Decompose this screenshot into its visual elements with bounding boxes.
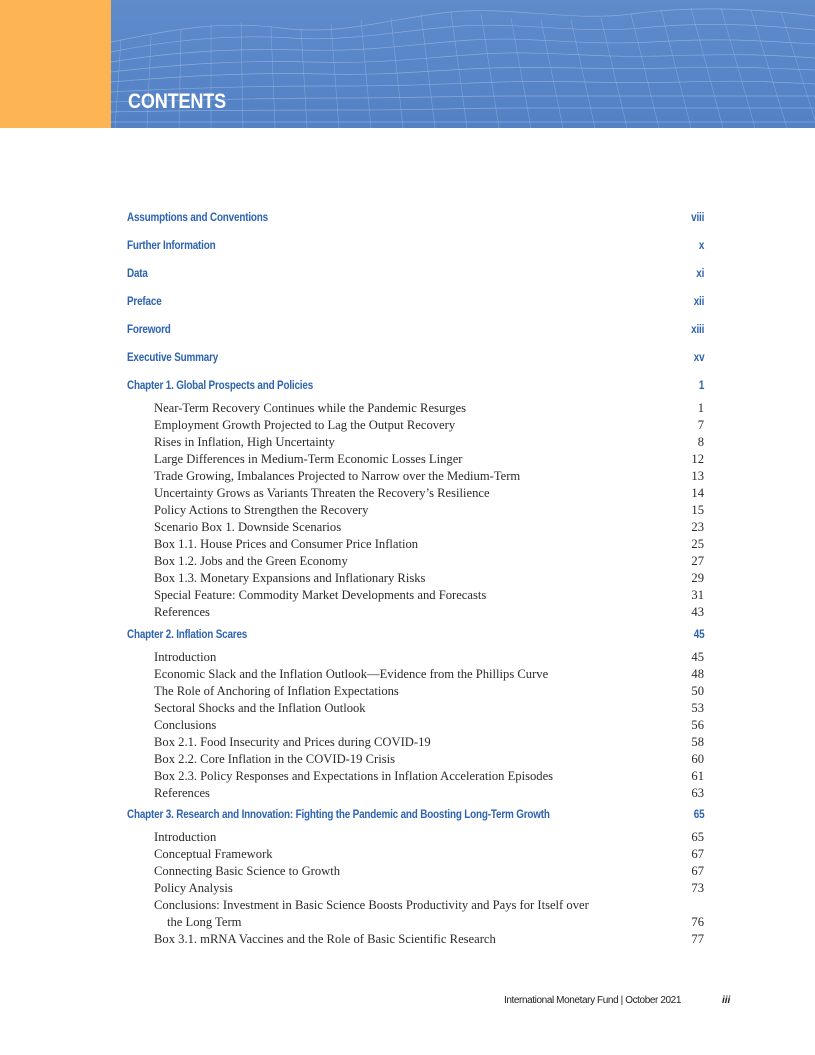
- toc-entry-page: xi: [696, 268, 704, 280]
- toc-item[interactable]: [127, 932, 704, 949]
- toc-item[interactable]: [127, 537, 704, 554]
- toc-item-page: 7: [697, 418, 704, 432]
- toc-chapter-title: Chapter 1. Global Prospects and Policies: [127, 380, 314, 392]
- page-header: [0, 0, 815, 128]
- toc-item-title: Near-Term Recovery Continues while the Pandemic Resurges: [154, 401, 466, 415]
- footer-publisher: International Monetary Fund | October 2021: [503, 995, 681, 1006]
- toc-item-title: Box 2.3. Policy Responses and Expectations in Inflation Acceleration Episodes: [154, 769, 554, 783]
- toc-item-title: Conceptual Framework: [154, 847, 273, 861]
- page-title: CONTENTS: [128, 90, 226, 113]
- toc-entry-further-information[interactable]: [127, 240, 704, 257]
- toc-item-title: References: [154, 605, 210, 619]
- toc-item-title: Box 1.1. House Prices and Consumer Price Inflation: [154, 537, 419, 551]
- toc-item-title: Employment Growth Projected to Lag the Output Recovery: [154, 418, 456, 432]
- toc-item[interactable]: [127, 735, 704, 752]
- toc-item[interactable]: [127, 554, 704, 571]
- toc-item[interactable]: [127, 881, 704, 898]
- toc-chapter-page: 45: [693, 629, 704, 641]
- toc-item[interactable]: [127, 769, 704, 786]
- toc-item-title: Large Differences in Medium-Term Economic Losses Linger: [154, 452, 463, 466]
- toc-item[interactable]: [127, 718, 704, 735]
- toc-item-title: Trade Growing, Imbalances Projected to Narrow over the Medium-Term: [154, 469, 521, 483]
- toc-entry-title: Preface: [127, 296, 162, 308]
- toc-item-page: 61: [691, 769, 704, 783]
- toc-item-page: 45: [691, 650, 704, 664]
- toc-item[interactable]: [127, 571, 704, 588]
- toc-item-page: 14: [691, 486, 704, 500]
- toc-chapter-page: 65: [693, 809, 704, 821]
- toc-item-title: References: [154, 786, 210, 800]
- toc-item-page: 13: [691, 469, 704, 483]
- toc-item-title: Box 3.1. mRNA Vaccines and the Role of Basic Scientific Research: [154, 932, 496, 946]
- toc-item-title: Connecting Basic Science to Growth: [154, 864, 341, 878]
- toc-item-page: 63: [691, 786, 704, 800]
- toc-chapter-page: 1: [698, 380, 704, 392]
- toc-item-title: Sectoral Shocks and the Inflation Outlook: [154, 701, 366, 715]
- toc-chapter-1[interactable]: [127, 380, 704, 397]
- toc-item-page: 8: [697, 435, 704, 449]
- toc-item-continued[interactable]: [127, 915, 704, 932]
- toc-entry-title: Foreword: [127, 324, 171, 336]
- toc-item-page: 67: [691, 847, 704, 861]
- toc-item-page: 23: [691, 520, 704, 534]
- toc-entry-page: viii: [690, 212, 704, 224]
- toc-item-title: Policy Analysis: [154, 881, 233, 895]
- toc-item-title: Box 1.3. Monetary Expansions and Inflationary Risks: [154, 571, 426, 585]
- toc-item-title: Box 2.1. Food Insecurity and Prices during COVID-19: [154, 735, 431, 749]
- toc-item-page: 43: [691, 605, 704, 619]
- toc-item-page: 31: [691, 588, 704, 602]
- toc-item-page: 58: [691, 735, 704, 749]
- toc-chapter-title: Chapter 2. Inflation Scares: [127, 629, 248, 641]
- toc-chapter-3[interactable]: [127, 809, 704, 826]
- toc-item[interactable]: [127, 847, 704, 864]
- toc-item-page: 29: [691, 571, 704, 585]
- toc-item[interactable]: [127, 401, 704, 418]
- toc-item-title: Introduction: [154, 830, 217, 844]
- toc-item[interactable]: [127, 830, 704, 847]
- toc-item[interactable]: [127, 588, 704, 605]
- toc-item-title: The Role of Anchoring of Inflation Expectations: [154, 684, 399, 698]
- toc-item[interactable]: [127, 650, 704, 667]
- toc-entry-title: Further Information: [127, 240, 216, 252]
- toc-item-page: 53: [691, 701, 704, 715]
- toc-item[interactable]: [127, 469, 704, 486]
- toc-item-page: 15: [691, 503, 704, 517]
- toc-item[interactable]: [127, 898, 704, 915]
- toc-item[interactable]: [127, 418, 704, 435]
- toc-item[interactable]: [127, 605, 704, 622]
- footer-page-number: iii: [722, 995, 731, 1006]
- toc-item-title: Uncertainty Grows as Variants Threaten the Recovery’s Resilience: [154, 486, 490, 500]
- toc-item-page: 65: [691, 830, 704, 844]
- toc-item-title: Special Feature: Commodity Market Developments and Forecasts: [154, 588, 487, 602]
- toc-entry-title: Data: [127, 268, 148, 280]
- toc-item[interactable]: [127, 486, 704, 503]
- toc-item-title: Economic Slack and the Inflation Outlook—Evidence from the Phillips Curve: [154, 667, 549, 681]
- toc-item-page: 56: [691, 718, 704, 732]
- toc-item-title: Policy Actions to Strengthen the Recovery: [154, 503, 369, 517]
- accent-block: [0, 0, 111, 128]
- toc-entry-page: xii: [693, 296, 704, 308]
- toc-entry-title: Assumptions and Conventions: [127, 212, 268, 224]
- toc-entry-foreword[interactable]: [127, 324, 704, 341]
- toc-item-title: Box 1.2. Jobs and the Green Economy: [154, 554, 348, 568]
- toc-item-title: the Long Term: [167, 915, 242, 929]
- toc-item-page: 77: [691, 932, 704, 946]
- toc-item-title: Rises in Inflation, High Uncertainty: [154, 435, 335, 449]
- toc-item-page: 67: [691, 864, 704, 878]
- toc-entry-preface[interactable]: [127, 296, 704, 313]
- toc-entry-page: x: [698, 240, 704, 252]
- toc-entry-title: Executive Summary: [127, 352, 219, 364]
- toc-item-page: 60: [691, 752, 704, 766]
- toc-item-page: 27: [691, 554, 704, 568]
- toc-item[interactable]: [127, 864, 704, 881]
- toc-chapter-title: Chapter 3. Research and Innovation: Fighting the Pandemic and Boosting Long-Term Growth: [127, 809, 550, 821]
- toc-entry-page: xv: [693, 352, 704, 364]
- toc-item-page: 50: [691, 684, 704, 698]
- toc-item-title: Conclusions: [154, 718, 217, 732]
- toc-item-page: 48: [691, 667, 704, 681]
- toc-item[interactable]: [127, 786, 704, 803]
- toc-item-page: 73: [691, 881, 704, 895]
- toc-item[interactable]: [127, 452, 704, 469]
- toc-item-page: 25: [691, 537, 704, 551]
- toc-chapter-2[interactable]: [127, 629, 704, 646]
- toc-item-page: 12: [691, 452, 704, 466]
- toc-item[interactable]: [127, 503, 704, 520]
- toc-entry-executive-summary[interactable]: [127, 352, 704, 369]
- toc-item-title: Introduction: [154, 650, 217, 664]
- toc-item-title: Box 2.2. Core Inflation in the COVID-19 Crisis: [154, 752, 396, 766]
- toc-item[interactable]: [127, 667, 704, 684]
- toc-item[interactable]: [127, 520, 704, 537]
- toc-entry-page: xiii: [690, 324, 704, 336]
- toc-item[interactable]: [127, 435, 704, 452]
- toc-item[interactable]: [127, 684, 704, 701]
- toc-item[interactable]: [127, 701, 704, 718]
- toc-item-title: Scenario Box 1. Downside Scenarios: [154, 520, 342, 534]
- toc-entry-assumptions[interactable]: [127, 212, 704, 229]
- toc-item[interactable]: [127, 752, 704, 769]
- toc-entry-data[interactable]: [127, 268, 704, 285]
- toc-item-title: Conclusions: Investment in Basic Science Boosts Productivity and Pays for Itself over: [154, 898, 589, 912]
- toc-item-page: 1: [697, 401, 704, 415]
- toc-item-page: 76: [691, 915, 704, 929]
